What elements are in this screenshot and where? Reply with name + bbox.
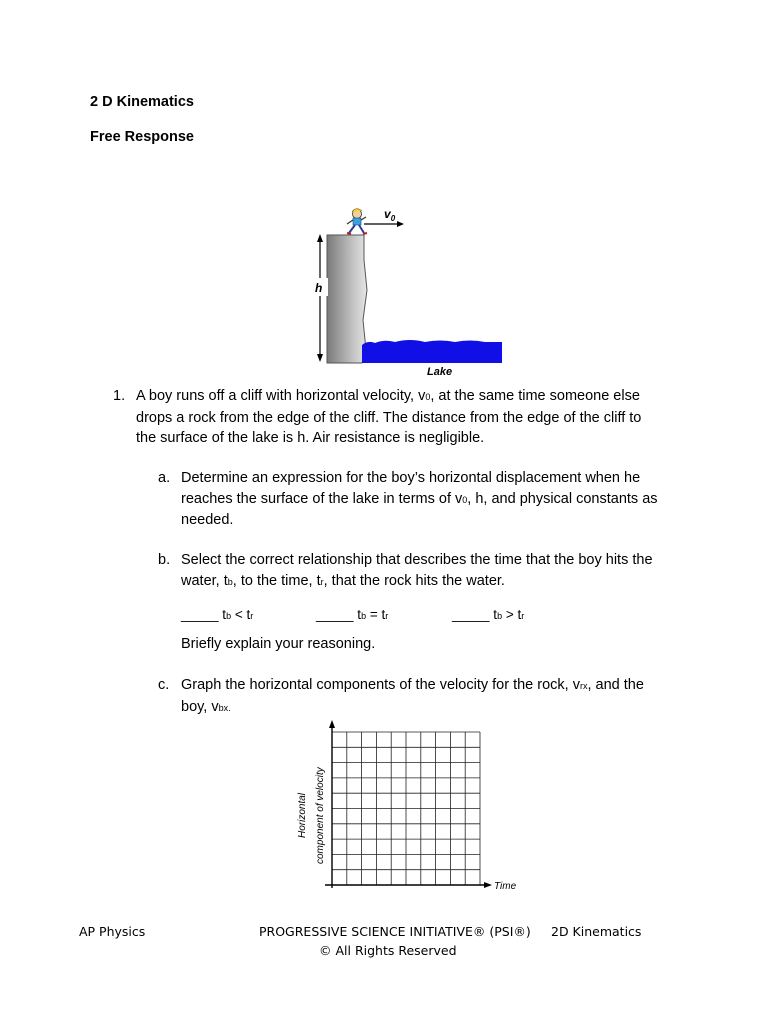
velocity-arrow-head	[397, 221, 404, 227]
lake-label: Lake	[427, 366, 453, 378]
question-text: A boy runs off a cliff with horizontal velocity, v0, at the same time someone else drops a rock from the edge of the cliff. The distance from the edge of the cliff to the surface of the lake is h. Air resistance is negligible.	[136, 388, 642, 446]
x-axis-label: Time	[494, 881, 517, 892]
graph-grid	[332, 732, 480, 885]
running-boy-icon	[347, 209, 367, 234]
v0-sub: 0	[390, 214, 396, 223]
footer-center: PROGRESSIVE SCIENCE INITIATIVE® (PSI®)	[259, 924, 531, 939]
y-axis-arrow	[329, 720, 335, 728]
height-arrow-top	[317, 234, 323, 242]
footer-left: AP Physics	[79, 924, 146, 939]
y-axis-label-line1: Horizontal	[297, 792, 308, 838]
cliff-shape	[327, 235, 367, 363]
option-tb-less-tr[interactable]: _____ tb < tr	[181, 607, 254, 622]
svg-text:v0	[384, 207, 396, 223]
part-b-text: Select the correct relationship that describes the time that the boy hits the water, tb, to the time, tr, that the rock hits the water.	[181, 552, 653, 589]
page-subtitle: Free Response	[90, 129, 194, 145]
option-tb-equal-tr[interactable]: _____ tb = tr	[316, 607, 389, 622]
x-axis-arrow	[484, 882, 492, 888]
lake-water	[362, 340, 502, 363]
part-a-letter: a.	[158, 470, 171, 486]
v0-label: v	[384, 207, 391, 221]
velocity-time-graph	[285, 718, 525, 898]
cliff-lake-figure	[300, 200, 510, 380]
y-axis-label-line2: component of velocity	[315, 767, 326, 864]
explain-reasoning: Briefly explain your reasoning.	[181, 636, 376, 652]
height-arrow-bottom	[317, 354, 323, 362]
footer-rights: © All Rights Reserved	[319, 943, 457, 958]
question-number: 1.	[113, 388, 126, 404]
part-b-letter: b.	[158, 552, 171, 568]
part-c-text: Graph the horizontal components of the velocity for the rock, vrx, and the boy, vbx.	[181, 677, 644, 715]
part-c-letter: c.	[158, 677, 170, 693]
part-a-text: Determine an expression for the boy’s horizontal displacement when he reaches the surface of the lake in terms of v0, h, and physical constants as needed.	[181, 470, 658, 528]
page-title: 2 D Kinematics	[90, 94, 194, 110]
height-label: h	[315, 281, 323, 295]
footer-right: 2D Kinematics	[551, 924, 642, 939]
option-tb-greater-tr[interactable]: _____ tb > tr	[452, 607, 525, 622]
